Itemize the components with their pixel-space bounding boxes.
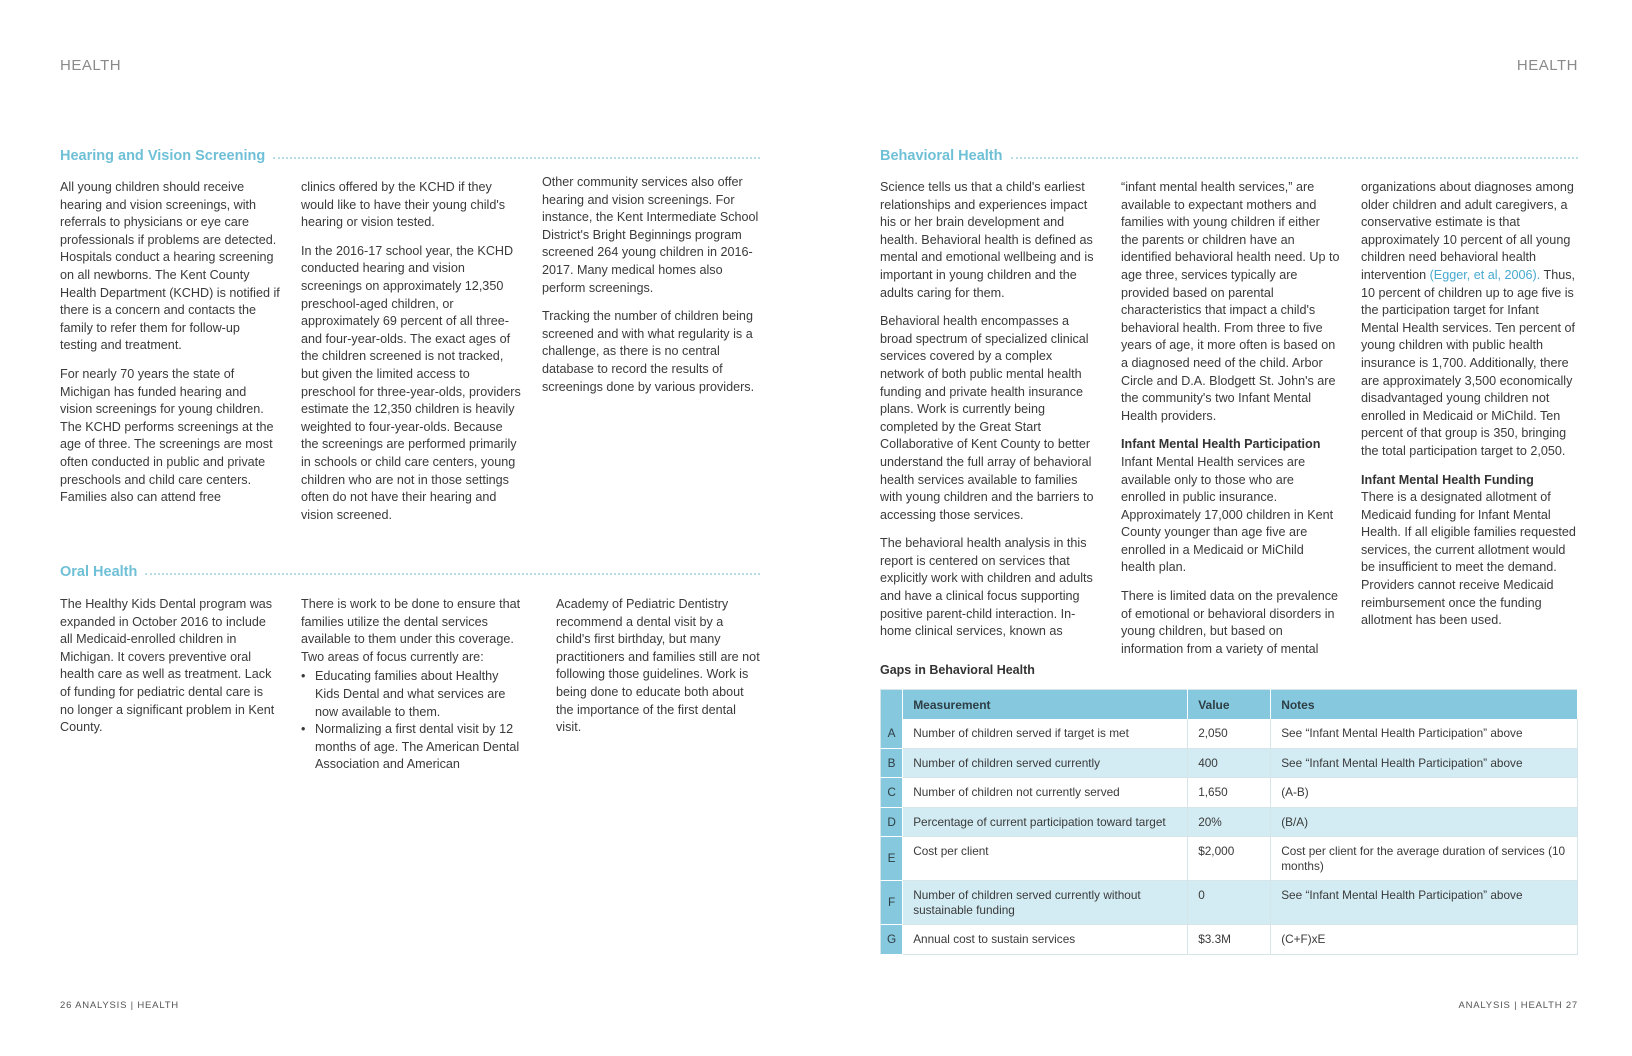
section-heading-label: Oral Health xyxy=(60,564,138,580)
paragraph: The behavioral health analysis in this report is centered on services that explicitly work with children and adults and have a clinical focus supporting positive parent-child interaction. In-home clinical services, known as xyxy=(880,536,1093,639)
cell-notes: (B/A) xyxy=(1271,807,1578,837)
row-letter: C xyxy=(881,778,903,808)
paragraph: In the 2016-17 school year, the KCHD conducted hearing and vision screenings on approximately 12,350 preschool-aged children, or approximately 69 percent of all three- and four-year-olds. The exact ages of the children screened is not tracked, but given the limited access to preschool for three-year-olds, providers estimate the 12,350 children is heavily weighted to four-year-olds. Because the screenings are performed primarily in schools or child care centers, young children who are not in those settings often do not have their hearing and vision screened. xyxy=(301,243,521,522)
oral-column-1 xyxy=(60,596,280,748)
paragraph: Other community services also offer hearing and vision screenings. For instance, the Kent Intermediate School District's Bright Beginnings program screened 264 young children in 2016-2017. Many medical homes also perform screenings. xyxy=(542,175,759,295)
hv-column-1 xyxy=(60,179,280,518)
paragraph-text: Thus, 10 percent of children up to age five is the participation target for Infant Mental Health services. Ten percent of young children with public health insurance is 1,700. Additionally, there are approximately 3,500 economically disadvantaged young children not enrolled in Medicaid or MiChild. Ten percent of that group is 350, bringing the total participation target to 2,050. xyxy=(1361,267,1576,458)
table-row xyxy=(881,748,1578,778)
section-heading-oral-health xyxy=(60,564,760,580)
header-value: Value xyxy=(1188,690,1271,720)
oral-column-2 xyxy=(301,596,521,774)
hv-column-2 xyxy=(301,179,521,535)
section-heading-label: Behavioral Health xyxy=(880,148,1003,164)
list-item: • Educating families about Healthy Kids Dental and what services are now available to them. xyxy=(315,668,521,721)
paragraph: Tracking the number of children being screened and with what regularity is a challenge, as there is no central database to record the results of screenings done by various providers. xyxy=(542,309,755,394)
cell-value: 0 xyxy=(1188,881,1271,925)
table-row xyxy=(881,881,1578,925)
paragraph: Infant Mental Health services are available only to those who are enrolled in public insurance. Approximately 17,000 children in Kent County younger than age five are enrolled in a Medicaid or MiChild health plan. xyxy=(1121,454,1334,575)
row-letter: E xyxy=(881,837,903,881)
table-row xyxy=(881,807,1578,837)
paragraph: All young children should receive hearing and vision screenings, with referrals to physicians or eye care professionals if problems are detected. Hospitals conduct a hearing screening on all newborns. The Kent County Health Department (KCHD) is notified if there is a concern and contacts the family to refer them for follow-up testing and treatment. xyxy=(60,180,280,353)
paragraph-text: organizations about diagnoses among older children and adult caregivers, a conservative estimate is that approximately 10 percent of all young children need behavioral health intervention xyxy=(1361,180,1574,282)
bh-column-3 xyxy=(1361,179,1578,641)
paragraph: Behavioral health encompasses a broad spectrum of specialized clinical services covered by a complex network of both public mental health funding and private health insurance plans. Work is currently being completed by the Great Start Collaborative of Kent County to better understand the full array of behavioral health services available to families with young children and the barriers to accessing those services. xyxy=(880,314,1094,522)
cell-measurement: Number of children not currently served xyxy=(903,778,1188,808)
row-letter: G xyxy=(881,925,903,955)
paragraph: For nearly 70 years the state of Michigan has funded hearing and vision screenings for young children. The KCHD performs screenings at the age of three. The screenings are most often conducted in public and private preschools and child care centers. Families also can attend free xyxy=(60,366,274,505)
cell-measurement: Annual cost to sustain services xyxy=(903,925,1188,955)
section-heading-label: Hearing and Vision Screening xyxy=(60,148,266,164)
cell-notes: See “Infant Mental Health Participation” above xyxy=(1271,719,1578,748)
list-item: • Normalizing a first dental visit by 12 months of age. The American Dental Association and American xyxy=(315,721,521,774)
paragraph: The Healthy Kids Dental program was expanded in October 2016 to include all Medicaid-enrolled children in Michigan. It covers preventive oral health care as well as treatment. Lack of funding for pediatric dental care is no longer a significant problem in Kent County. xyxy=(60,597,275,735)
cell-notes: (C+F)xE xyxy=(1271,925,1578,955)
folio-left: 26 ANALYSIS | HEALTH xyxy=(60,1000,179,1011)
header-notes: Notes xyxy=(1271,690,1578,720)
cell-measurement: Number of children served currently xyxy=(903,748,1188,778)
bh-column-1 xyxy=(880,179,1099,652)
row-letter: A xyxy=(881,719,903,748)
paragraph: There is a designated allotment of Medicaid funding for Infant Mental Health. If all eligible families requested services, the current allotment would be insufficient to meet the demand. Providers cannot receive Medicaid reimbursement once the funding allotment has been used. xyxy=(1361,490,1576,628)
cell-value: 400 xyxy=(1188,748,1271,778)
dotted-rule xyxy=(145,573,760,575)
subheading-funding: Infant Mental Health Funding xyxy=(1361,472,1534,487)
table-row xyxy=(881,925,1578,955)
subheading-participation: Infant Mental Health Participation xyxy=(1121,437,1321,452)
paragraph: Academy of Pediatric Dentistry recommend a dental visit by a child's first birthday, but many practitioners and families still are not following those guidelines. Work is being done to educate both about the importance of the first dental visit. xyxy=(556,597,760,735)
citation-link[interactable]: (Egger, et al, 2006). xyxy=(1429,267,1541,282)
cell-notes: Cost per client for the average duration of services (10 months) xyxy=(1271,837,1578,881)
header-measurement: Measurement xyxy=(903,690,1188,720)
cell-value: $2,000 xyxy=(1188,837,1271,881)
paragraph: “infant mental health services,” are available to expectant mothers and families with young children if either the parents or children have an identified behavioral health need. Up to age three, services typically are provided based on parental characteristics that impact a child's behavioral health. From three to five years of age, it more often is based on a diagnosed need of the child. Arbor Circle and D.A. Blodgett St. John's are the community's two Infant Mental Health providers. xyxy=(1121,180,1340,423)
section-heading-hearing-vision xyxy=(60,148,760,164)
bh-column-2 xyxy=(1121,179,1340,669)
table-row xyxy=(881,778,1578,808)
paragraph: There is work to be done to ensure that families utilize the dental services available to them under this coverage. Two areas of focus currently are: xyxy=(301,597,521,664)
table-row xyxy=(881,837,1578,881)
row-letter: D xyxy=(881,807,903,837)
paragraph: There is limited data on the prevalence of emotional or behavioral disorders in young children, but based on information from a variety of mental xyxy=(1121,589,1339,656)
running-head-left: HEALTH xyxy=(60,57,122,74)
dotted-rule xyxy=(273,157,760,159)
paragraph: Science tells us that a child's earliest relationships and experiences impact his or her brain development and health. Behavioral health is defined as mental and emotional wellbeing and is important in young children and the adults caring for them. xyxy=(880,180,1094,300)
running-head-right: HEALTH xyxy=(1516,57,1578,74)
cell-value: 2,050 xyxy=(1188,719,1271,748)
cell-measurement: Cost per client xyxy=(903,837,1188,881)
table-header-row xyxy=(881,690,1578,720)
cell-notes: See “Infant Mental Health Participation” above xyxy=(1271,881,1578,925)
cell-notes: (A-B) xyxy=(1271,778,1578,808)
section-heading-behavioral-health xyxy=(880,148,1578,164)
paragraph: clinics offered by the KCHD if they would like to have their young child's hearing or vision tested. xyxy=(301,180,506,230)
paragraph xyxy=(1361,179,1578,461)
cell-value: 1,650 xyxy=(1188,778,1271,808)
hv-column-3 xyxy=(542,174,760,407)
header-letter-cell xyxy=(881,690,903,720)
row-letter: B xyxy=(881,748,903,778)
oral-column-3 xyxy=(556,596,760,748)
dotted-rule xyxy=(1011,157,1579,159)
cell-measurement: Number of children served currently without sustainable funding xyxy=(903,881,1188,925)
cell-value: 20% xyxy=(1188,807,1271,837)
row-letter: F xyxy=(881,881,903,925)
cell-measurement: Percentage of current participation toward target xyxy=(903,807,1188,837)
gaps-table xyxy=(880,689,1578,955)
folio-right: ANALYSIS | HEALTH 27 xyxy=(1458,1000,1578,1011)
table-row xyxy=(881,719,1578,748)
cell-value: $3.3M xyxy=(1188,925,1271,955)
table-title: Gaps in Behavioral Health xyxy=(880,663,1035,677)
cell-measurement: Number of children served if target is met xyxy=(903,719,1188,748)
bullet-list xyxy=(301,668,521,774)
cell-notes: See “Infant Mental Health Participation” above xyxy=(1271,748,1578,778)
